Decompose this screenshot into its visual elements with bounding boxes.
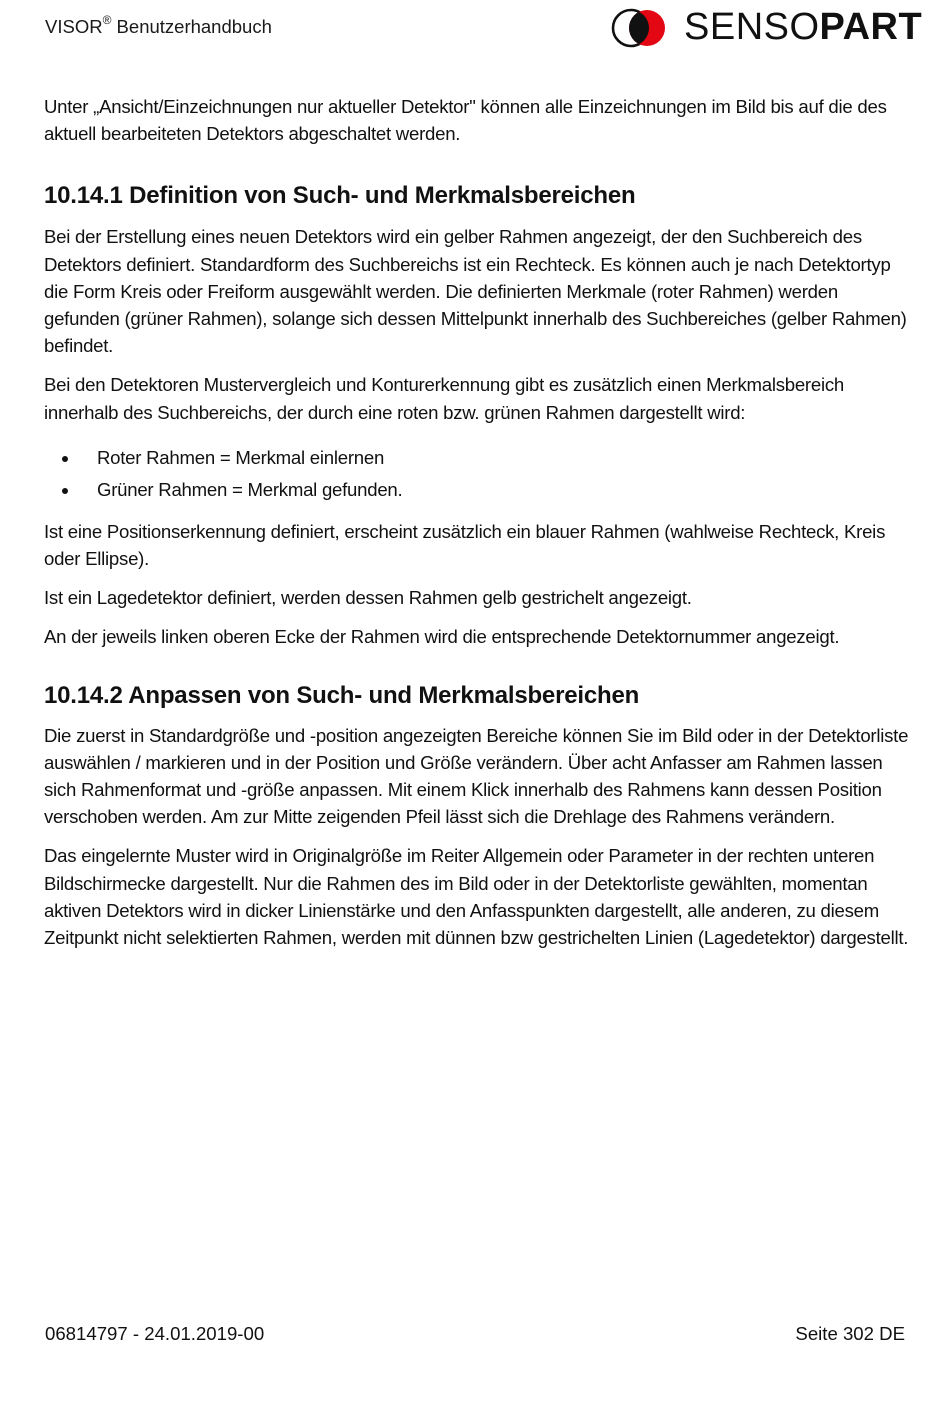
sensopart-circles-icon [610, 8, 670, 48]
list-item-text: Grüner Rahmen = Merkmal gefunden. [97, 478, 403, 500]
section-heading-adjust: 10.14.2 Anpassen von Such- und Merkmalsbereichen [44, 681, 640, 709]
document-title-prefix: VISOR [45, 16, 103, 38]
page-number: Seite 302 DE [795, 1323, 905, 1344]
bullet-icon [62, 456, 68, 462]
paragraph: Bei den Detektoren Mustervergleich und Konturerkennung gibt es zusätzlich einen Merkmalsbereich innerhalb des Suchbereichs, der durch eine roten bzw. grünen Rahmen dargestellt wird: [44, 374, 844, 423]
bullet-icon [62, 488, 68, 494]
list-item [44, 476, 910, 503]
paragraph: Ist eine Positionserkennung definiert, erscheint zusätzlich ein blauer Rahmen (wahlweise Rechteck, Kreis oder Ellipse). [44, 520, 886, 570]
paragraph: Das eingelernte Muster wird in Originalgröße im Reiter Allgemein oder Parameter in der rechten unteren Bildschirmecke dargestellt. Nur die Rahmen des im Bild oder in der Detektorliste gewählten, momentan aktiven Detektors wird in dicker Linienstärke und den Anfasspunkten dargestellt, alle anderen, zu diesem Zeitpunkt nicht selektierten Rahmen, werden mit dünnen bzw gestrichelten Linien (Lagedetektor) dargestellt. [44, 845, 909, 949]
paragraph: An der jeweils linken oberen Ecke der Rahmen wird die entsprechende Detektornummer angezeigt. [44, 626, 840, 648]
section-heading-definition: 10.14.1 Definition von Such- und Merkmalsbereichen [44, 182, 636, 210]
frame-color-list [44, 444, 910, 503]
logo-wordmark [684, 7, 922, 47]
paragraph: Bei der Erstellung eines neuen Detektors wird ein gelber Rahmen angezeigt, der den Suchbereich des Detektors definiert. Standardform des Suchbereichs ist ein Rechteck. Es können auch je nach Detektortyp die Form Kreis oder Freiform ausgewählt werden. Die definierten Merkmale (roter Rahmen) werden gefunden (grüner Rahmen), solange sich dessen Mittelpunkt innerhalb des Suchbereiches (gelber Rahmen) befindet. [44, 226, 907, 357]
page-content [44, 93, 910, 963]
logo-wordmark-thin: SENSO [684, 6, 820, 48]
registered-mark: ® [102, 13, 112, 27]
page-footer [0, 1323, 950, 1353]
document-number: 06814797 - 24.01.2019-00 [45, 1323, 265, 1344]
intro-paragraph: Unter „Ansicht/Einzeichnungen nur aktueller Detektor" können alle Einzeichnungen im Bild bis auf die des aktuell bearbeiteten Detektors abgeschaltet werden. [44, 96, 887, 145]
sensopart-logo [610, 6, 923, 48]
page-header [0, 0, 950, 60]
document-title-suffix: Benutzerhandbuch [111, 16, 272, 38]
paragraph: Die zuerst in Standardgröße und -position angezeigten Bereiche können Sie im Bild oder in der Detektorliste auswählen / markieren und in der Position und Größe verändern. Über acht Anfasser am Rahmen lassen sich Rahmenformat und -größe anpassen. Mit einem Klick innerhalb des Rahmens kann dessen Position verschoben werden. Am zur Mitte zeigenden Pfeil lässt sich die Drehlage des Rahmens verändern. [44, 724, 909, 828]
list-item-text: Roter Rahmen = Merkmal einlernen [97, 446, 385, 468]
list-item [44, 444, 910, 471]
document-title [45, 15, 272, 38]
paragraph: Ist ein Lagedetektor definiert, werden dessen Rahmen gelb gestrichelt angezeigt. [44, 587, 692, 609]
logo-wordmark-bold: PART [819, 6, 923, 48]
